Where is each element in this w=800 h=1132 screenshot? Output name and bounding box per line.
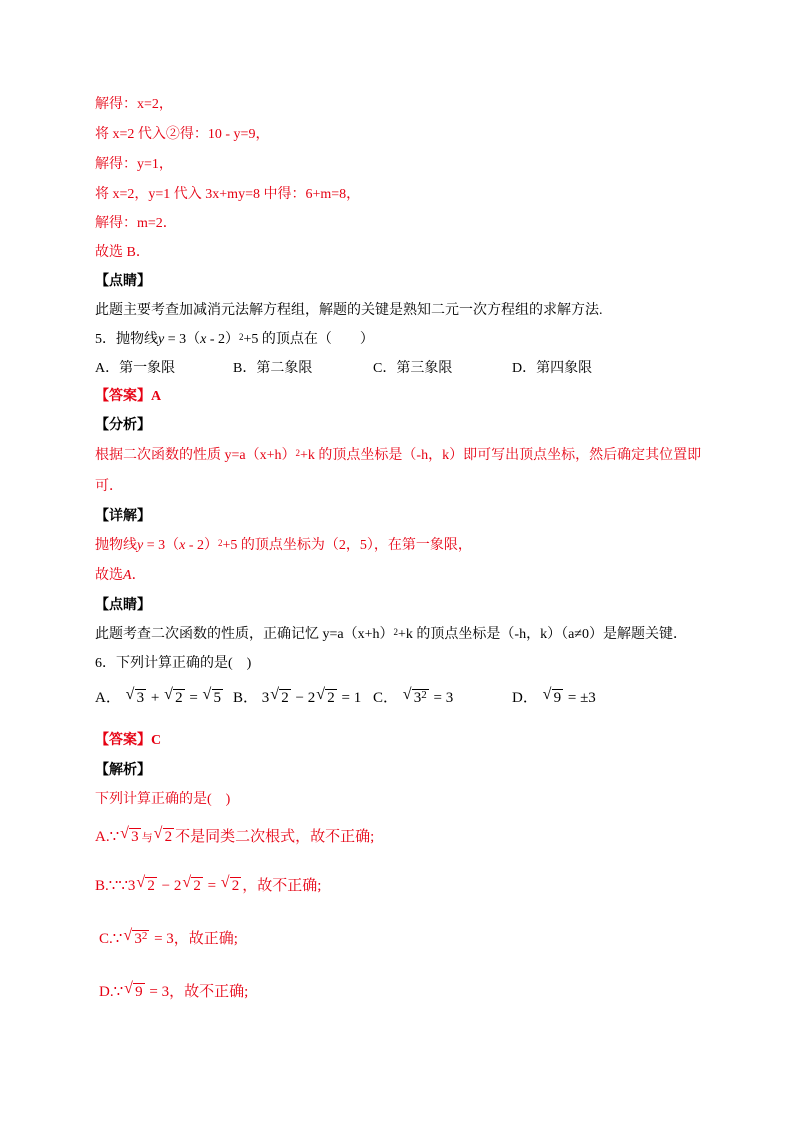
q5-detail-c: - 2） bbox=[185, 538, 219, 553]
q5-detail-y: y bbox=[137, 538, 144, 553]
q5-option-a: A．第一象限 bbox=[95, 361, 176, 376]
q5-detail-tag: 【详解】 bbox=[95, 509, 151, 524]
q5-conclusion-var: A bbox=[123, 568, 132, 583]
q6-d-label: D． bbox=[512, 690, 538, 706]
solution-line-4: 将 x=2，y=1 代入 3x+my=8 中得：6+m=8， bbox=[95, 187, 361, 202]
sqrt-symbol: √ 2 bbox=[220, 874, 240, 894]
sqrt-symbol: √ 3 bbox=[120, 825, 139, 845]
sqrt-symbol: √ 2 bbox=[316, 686, 335, 706]
sqrt-symbol: √ 5 bbox=[202, 686, 222, 706]
q5-analysis-line-1 bbox=[95, 446, 701, 466]
q6-solution-c: C.∵ √ $3^2 = 3$，故正确; bbox=[99, 927, 238, 947]
q6-solution-d: D.∵ √ 9 = 3，故不正确; bbox=[99, 980, 249, 1000]
q5-option-b: B．第二象限 bbox=[233, 361, 313, 376]
solution-line-3: 解得：y=1， bbox=[95, 157, 173, 172]
q6-restate: 下列计算正确的是( ) bbox=[95, 792, 231, 807]
sqrt-symbol: √ $3^2$ bbox=[123, 927, 148, 947]
q6-option-c: C． √ $3^2 = 3$ bbox=[373, 686, 454, 706]
q6-option-a: A． √ 3 + √ 2 = √ 5 bbox=[95, 686, 222, 706]
q5-comment-a: 此题考查二次函数的性质，正确记忆 y=a（x+h） bbox=[95, 627, 394, 642]
q5-comment-b: +k 的顶点坐标是（-h，k）（a≠0）是解题关键． bbox=[398, 627, 687, 642]
q6-option-b: B． 3 √ 2 − 2 √ 2 = 1 bbox=[233, 686, 362, 706]
q5-answer: 【答案】A bbox=[95, 389, 162, 404]
q5-detail-line bbox=[95, 536, 472, 556]
q5-conclusion bbox=[95, 566, 146, 586]
sqrt-symbol: √ $3^2$ bbox=[402, 686, 427, 706]
q5-analysis-line-2: 可． bbox=[95, 479, 123, 494]
sqrt-symbol: √ 9 bbox=[124, 980, 143, 1000]
question-6-stem: 6．下列计算正确的是( ) bbox=[95, 656, 252, 671]
q5-comment-tag: 【点睛】 bbox=[95, 598, 151, 613]
question-5-stem bbox=[95, 330, 374, 350]
q5-prefix: 5．抛物线 bbox=[95, 332, 158, 347]
q5-eq1: = 3（ bbox=[164, 332, 201, 347]
q5-detail-d: +5 的顶点坐标为（2，5），在第一象限， bbox=[222, 538, 472, 553]
comment-tag: 【点睛】 bbox=[95, 274, 151, 289]
q5-conclusion-b: ． bbox=[131, 568, 146, 583]
solution-line-1: 解得：x=2， bbox=[95, 97, 173, 112]
q5-detail-b: = 3（ bbox=[143, 538, 180, 553]
q5-detail-sup: 2 bbox=[218, 538, 223, 548]
q5-conclusion-a: 故选 bbox=[95, 568, 123, 583]
q5-analysis-1b: +k 的顶点坐标是（-h，k）即可写出顶点坐标，然后确定其位置即 bbox=[300, 448, 702, 463]
q5-option-d: D．第四象限 bbox=[512, 361, 593, 376]
sqrt-symbol: √ 2 bbox=[182, 874, 201, 894]
q6-answer: 【答案】C bbox=[95, 733, 162, 748]
q6-solution-b: B.∵∵3 √ 2 − 2 √ 2 = √ 2 ，故不正确; bbox=[95, 874, 322, 894]
q5-analysis-sup: 2 bbox=[295, 448, 301, 458]
q6-option-d: D． √ 9 = ±3 bbox=[512, 686, 596, 706]
comment-text: 此题主要考查加减消元法解方程组，解题的关键是熟知二元一次方程组的求解方法. bbox=[95, 303, 603, 318]
q5-analysis-1a: 根据二次函数的性质 y=a（x+h） bbox=[95, 448, 296, 463]
q5-option-c: C．第三象限 bbox=[373, 361, 453, 376]
q5-comment-sup: 2 bbox=[393, 627, 399, 637]
solution-line-6: 故选 B． bbox=[95, 245, 150, 260]
q5-eq3: +5 的顶点在（ ） bbox=[243, 332, 374, 347]
q5-detail-x: x bbox=[179, 538, 186, 553]
sqrt-symbol: √ 2 bbox=[164, 686, 183, 706]
sqrt-symbol: √ 2 bbox=[153, 825, 173, 845]
solution-line-2: 将 x=2 代入②得：10 - y=9， bbox=[95, 127, 270, 142]
q6-b-label: B． bbox=[233, 690, 259, 706]
q6-a-label: A． bbox=[95, 690, 121, 706]
sqrt-symbol: √ 3 bbox=[125, 686, 145, 706]
q5-var-y: y bbox=[158, 332, 165, 347]
q5-exponent: 2 bbox=[239, 332, 244, 342]
q5-detail-a: 抛物线 bbox=[95, 538, 137, 553]
q5-analysis-tag: 【分析】 bbox=[95, 418, 151, 433]
sqrt-symbol: √ 9 bbox=[542, 686, 562, 706]
q6-analysis-tag: 【解析】 bbox=[95, 763, 151, 778]
q5-eq2: - 2） bbox=[206, 332, 240, 347]
q5-comment-text bbox=[95, 625, 687, 645]
q5-var-x: x bbox=[200, 332, 207, 347]
q6-c-label: C． bbox=[373, 690, 399, 706]
solution-line-5: 解得：m=2． bbox=[95, 216, 177, 231]
sqrt-symbol: √ 2 bbox=[270, 686, 289, 706]
q6-solution-a: A.∵ √ 3 与 √ 2 不是同类二次根式，故不正确; bbox=[95, 825, 375, 845]
sqrt-symbol: √ 2 bbox=[136, 874, 155, 894]
